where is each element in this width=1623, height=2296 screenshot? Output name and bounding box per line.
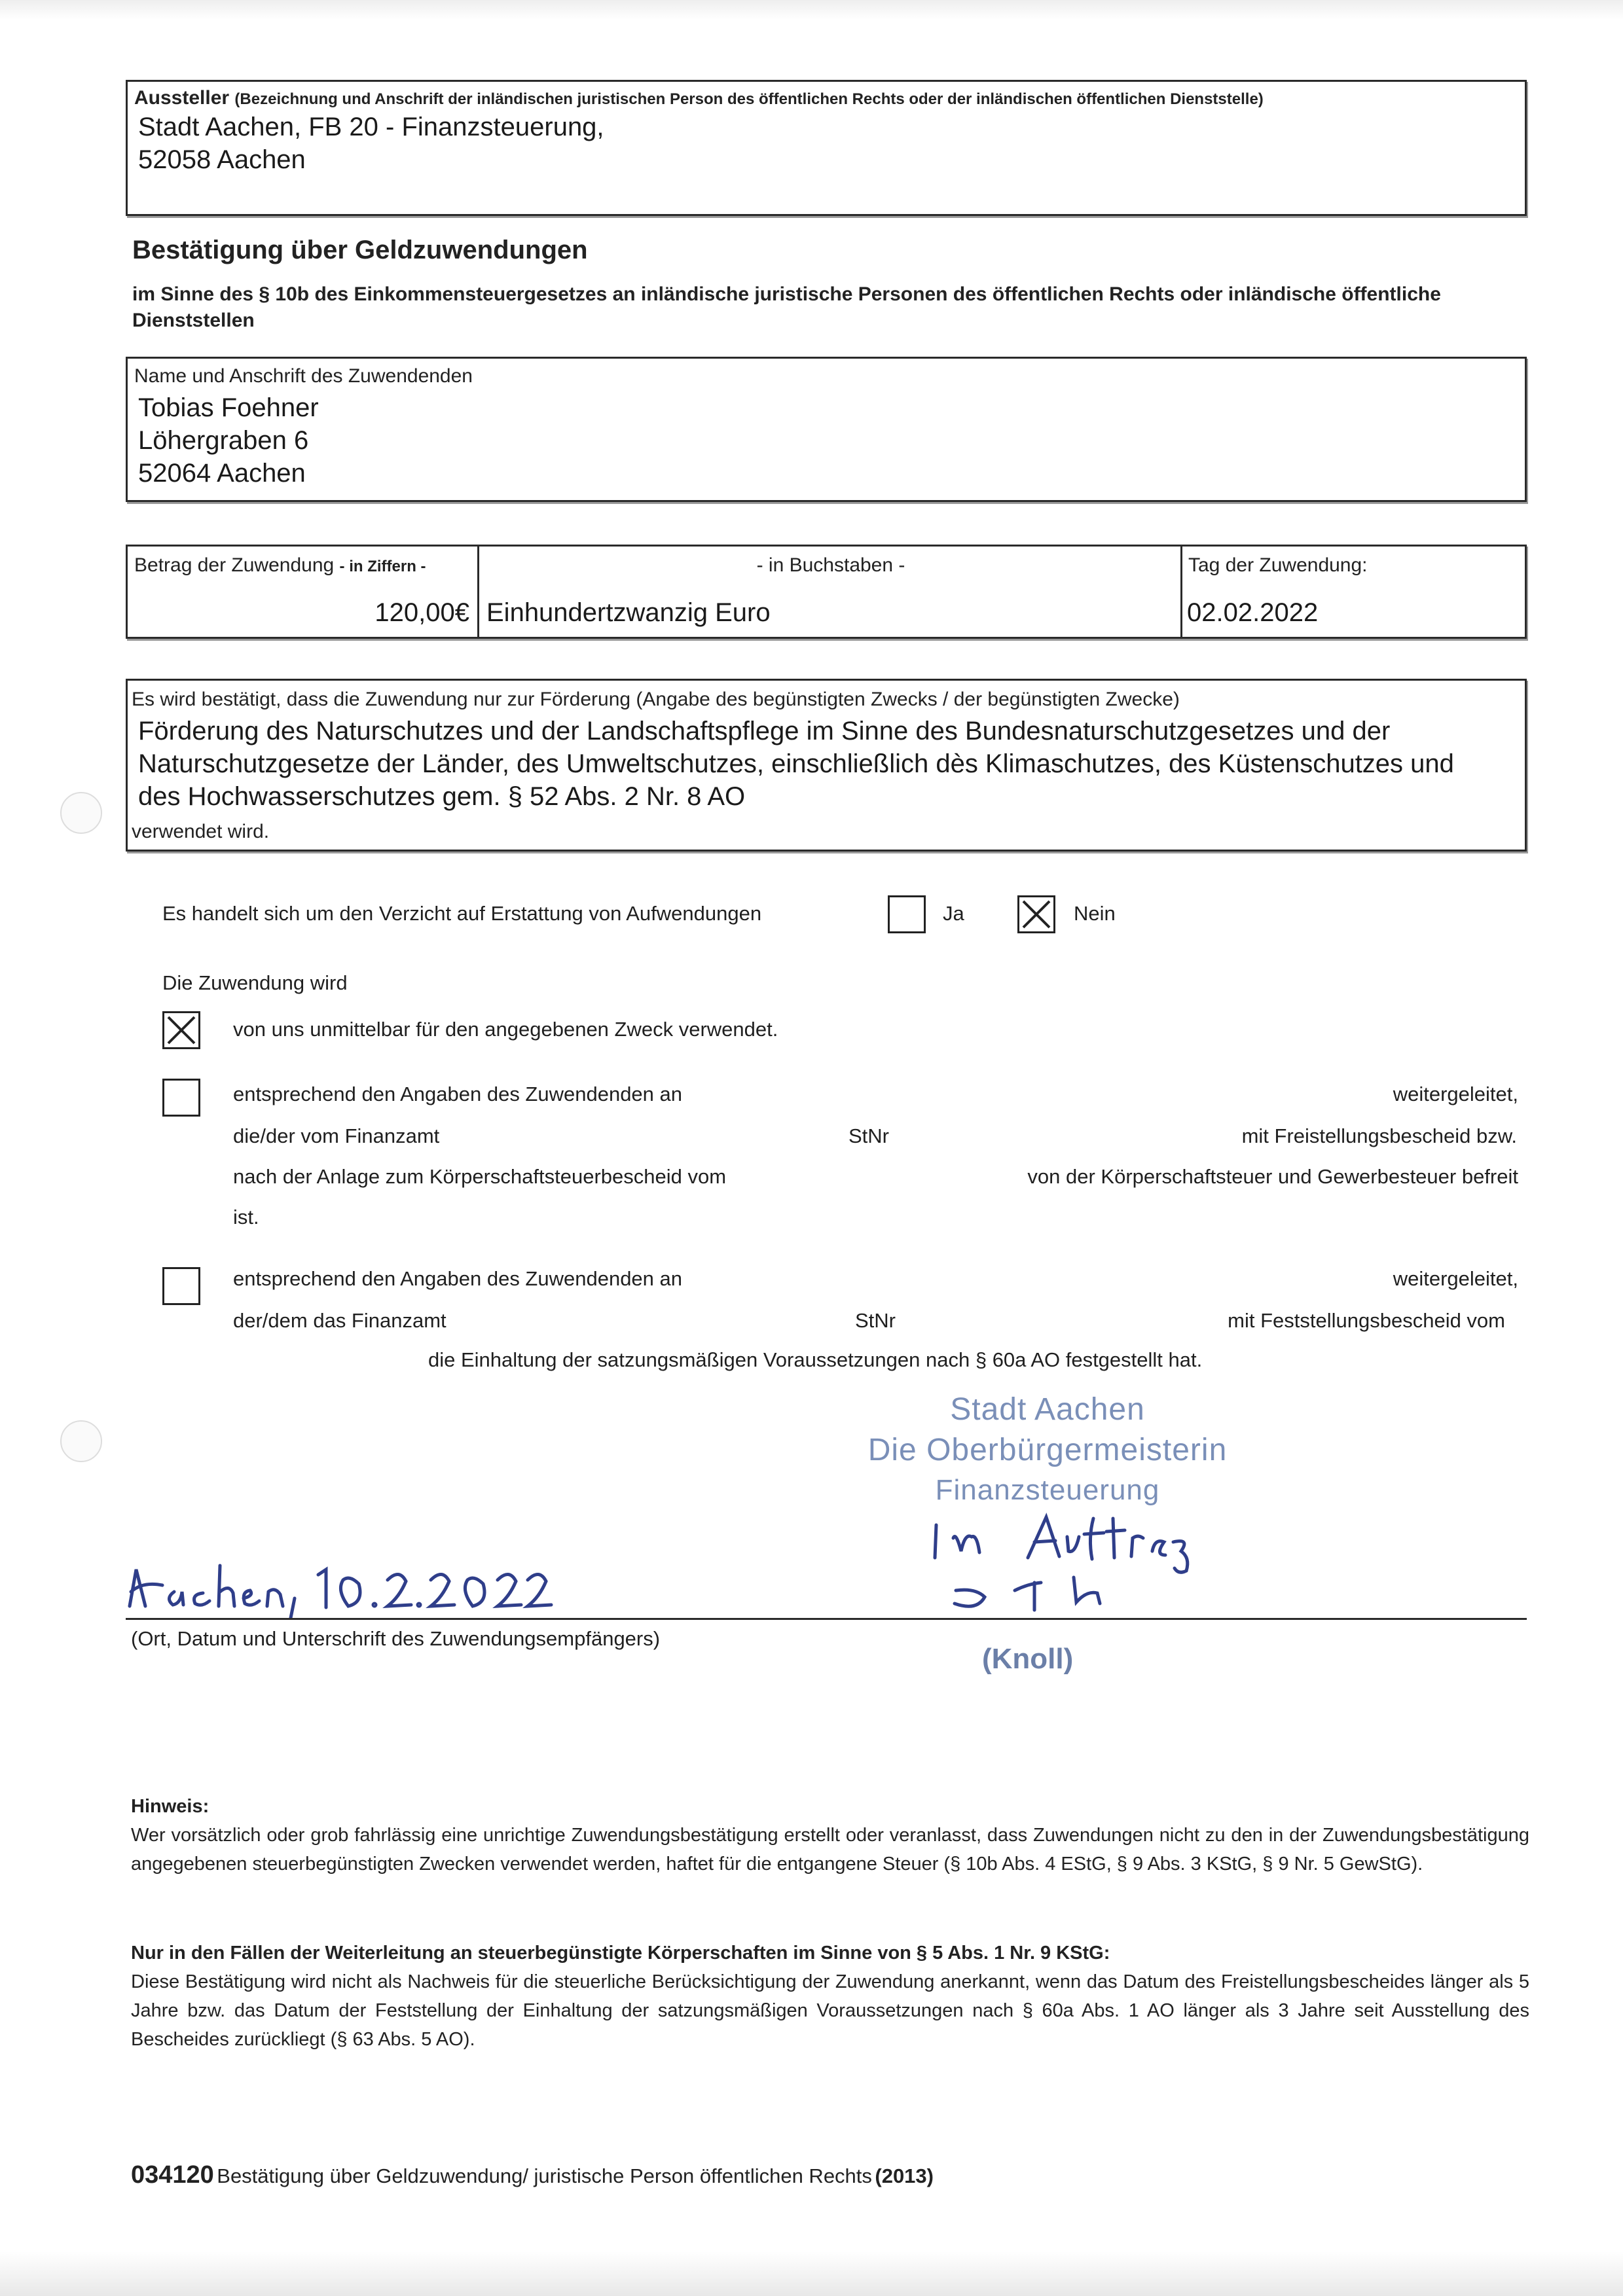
- purpose-line1: Förderung des Naturschutzes und der Landschaftspflege im Sinne des Bundesnaturschutzgesetzes und der: [138, 717, 1391, 745]
- usage-option2-line3-left: nach der Anlage zum Körperschaftsteuerbescheid vom: [233, 1165, 727, 1188]
- usage-option2-line3-right: von der Körperschaftsteuer und Gewerbesteuer befreit: [1027, 1165, 1518, 1188]
- usage-option3-line2-left: der/dem das Finanzamt: [233, 1309, 447, 1332]
- signature-line: [126, 1618, 1527, 1620]
- donor-label: Name und Anschrift des Zuwendenden: [134, 365, 473, 387]
- notice-title: Hinweis:: [131, 1796, 210, 1817]
- usage-option2-line4: ist.: [233, 1206, 259, 1229]
- form-title: Bestätigung über Geldzuwendungen: [132, 236, 588, 264]
- usage-option3-line2-right: mit Feststellungsbescheid vom: [1228, 1309, 1505, 1332]
- usage-option3-checkbox[interactable]: [162, 1267, 200, 1305]
- amount-divider-1: [477, 547, 479, 637]
- issuer-label: Aussteller (Bezeichnung und Anschrift der inländischen juristischen Person des öffentlichen Rechts oder der inländischen öffentlichen Dienststelle): [134, 87, 1264, 109]
- signature-initials: [943, 1564, 1178, 1617]
- amount-divider-2: [1180, 547, 1182, 637]
- amount-words-value: Einhundertzwanzig Euro: [486, 598, 771, 627]
- notice-title2: Nur in den Fällen der Weiterleitung an steuerbegünstigte Körperschaften im Sinne von § 5 Abs. 1 Nr. 9 KStG:: [131, 1943, 1110, 1964]
- amount-words-label: - in Buchstaben -: [756, 554, 905, 576]
- issuer-box: [126, 80, 1527, 216]
- notice-text2: Diese Bestätigung wird nicht als Nachweis für die steuerliche Berücksichtigung der Zuwendung anerkannt, wenn das Datum des Freistellungsbescheides länger als 5 Jahre bzw. das Datum der Feststellung der Einhaltung der satzungsmäßigen Voraussetzungen nach § 60a Abs. 1 AO länger als 3 Jahre seit Ausstellung des Bescheides zurückliegt (§ 63 Abs. 5 AO).: [131, 1971, 1529, 2050]
- amount-date-value: 02.02.2022: [1187, 598, 1319, 627]
- donor-street: Löhergraben 6: [138, 426, 309, 455]
- footer-form-title: Bestätigung über Geldzuwendung/ juristische Person öffentlichen Rechts: [217, 2164, 872, 2187]
- donor-box: [126, 357, 1527, 502]
- stamp-line3: Finanzsteuerung: [935, 1474, 1160, 1506]
- amount-digits-value: 120,00€: [374, 598, 469, 627]
- waiver-yes-label: Ja: [943, 902, 964, 925]
- usage-option3-line3: die Einhaltung der satzungsmäßigen Voraussetzungen nach § 60a AO festgestellt hat.: [428, 1348, 1203, 1371]
- checkmark-x-icon: [167, 1016, 196, 1045]
- footer-form-year: (2013): [875, 2164, 934, 2187]
- stamp-line2: Die Oberbürgermeisterin: [867, 1433, 1228, 1467]
- punch-hole-top: [60, 792, 102, 834]
- signature-caption: (Ort, Datum und Unterschrift des Zuwendungsempfängers): [131, 1627, 661, 1650]
- usage-option1-checkbox[interactable]: [162, 1011, 200, 1049]
- usage-option1-label: von uns unmittelbar für den angegebenen Zweck verwendet.: [233, 1018, 778, 1041]
- waiver-question: Es handelt sich um den Verzicht auf Erstattung von Aufwendungen: [162, 902, 762, 925]
- amount-date-label: Tag der Zuwendung:: [1188, 554, 1368, 576]
- checkmark-x-icon: [1022, 900, 1051, 929]
- footer-form-info: [131, 2161, 934, 2189]
- form-subtitle: im Sinne des § 10b des Einkommensteuergesetzes an inländische juristische Personen des öffentlichen Rechts oder inländische öffentliche Dienststellen: [132, 283, 1441, 331]
- waiver-no-label: Nein: [1074, 902, 1116, 925]
- stamp-line1: Stadt Aachen: [950, 1392, 1145, 1427]
- footer-form-number: 034120: [131, 2161, 214, 2189]
- usage-option2-checkbox[interactable]: [162, 1079, 200, 1117]
- usage-option2-line2-right: mit Freistellungsbescheid bzw.: [1241, 1124, 1517, 1147]
- punch-hole-bottom: [60, 1420, 102, 1462]
- scan-top-edge: [0, 0, 1623, 20]
- usage-option2-line1-left: entsprechend den Angaben des Zuwendenden an: [233, 1083, 683, 1105]
- donor-name: Tobias Foehner: [138, 393, 319, 422]
- purpose-line3: des Hochwasserschutzes gem. § 52 Abs. 2 Nr. 8 AO: [138, 782, 746, 811]
- amount-table: [126, 545, 1527, 639]
- usage-option3-line2-mid: StNr: [855, 1309, 896, 1332]
- usage-option2-line1-right: weitergeleitet,: [1393, 1083, 1518, 1105]
- usage-option2-line2-mid: StNr: [848, 1124, 889, 1147]
- purpose-line2: Naturschutzgesetze der Länder, des Umweltschutzes, einschließlich dès Klimaschutzes, des Küstenschutzes und: [138, 749, 1454, 778]
- issuer-line1: Stadt Aachen, FB 20 - Finanzsteuerung,: [138, 113, 604, 141]
- notice-text: Wer vorsätzlich oder grob fahrlässig eine unrichtige Zuwendungsbestätigung erstellt oder veranlasst, dass Zuwendungen nicht zu den in der Zuwendungsbestätigung angegebenen steuerbegünstigten Zwecken verwendet werden, haftet für die entgangene Steuer (§ 10b Abs. 4 EStG, § 9 Abs. 3 KStG, § 9 Nr. 5 GewStG).: [131, 1825, 1529, 1874]
- waiver-yes-checkbox[interactable]: [888, 895, 926, 933]
- issuer-line2: 52058 Aachen: [138, 145, 306, 174]
- signature-name-stamp: (Knoll): [982, 1643, 1074, 1675]
- donor-city: 52064 Aachen: [138, 459, 306, 488]
- usage-intro: Die Zuwendung wird: [162, 971, 348, 994]
- usage-option3-line1-left: entsprechend den Angaben des Zuwendenden an: [233, 1267, 683, 1290]
- scan-bottom-edge: [0, 2251, 1623, 2296]
- waiver-no-checkbox[interactable]: [1017, 895, 1055, 933]
- usage-option2-line2-left: die/der vom Finanzamt: [233, 1124, 440, 1147]
- amount-digits-label: Betrag der Zuwendung - in Ziffern -: [134, 554, 426, 576]
- purpose-footer: verwendet wird.: [132, 821, 270, 842]
- purpose-label: Es wird bestätigt, dass die Zuwendung nur zur Förderung (Angabe des begünstigten Zwecks / der begünstigten Zwecke): [132, 689, 1180, 710]
- purpose-box: [126, 679, 1527, 852]
- usage-option3-line1-right: weitergeleitet,: [1393, 1267, 1518, 1290]
- handwritten-place-date: [123, 1555, 555, 1621]
